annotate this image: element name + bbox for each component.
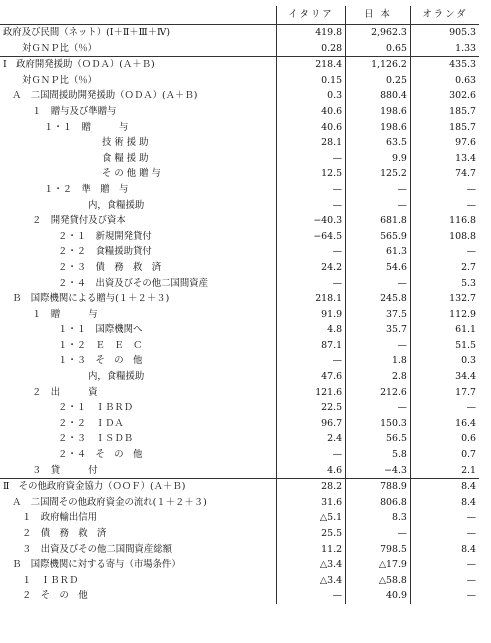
cell-netherlands: 17.7	[410, 385, 479, 401]
cell-japan: 198.6	[346, 120, 411, 136]
table-row	[0, 182, 479, 198]
cell-netherlands: 108.8	[410, 229, 479, 245]
cell-italy: △5.1	[276, 510, 345, 526]
row-label: １ ＩＢＲＤ	[22, 574, 79, 586]
table-row	[0, 416, 479, 432]
cell-italy: —	[276, 182, 345, 198]
table-row	[0, 588, 479, 604]
cell-italy: 31.6	[276, 495, 345, 511]
table-body	[0, 25, 479, 604]
table-row	[0, 120, 479, 136]
cell-italy: —	[276, 447, 345, 463]
table-row	[0, 73, 479, 89]
row-label: そ の 他 贈 与	[102, 168, 161, 180]
cell-netherlands: —	[410, 526, 479, 542]
cell-japan: 1.8	[346, 353, 411, 369]
cell-italy: —	[276, 588, 345, 604]
table-row	[0, 322, 479, 338]
row-label: Ｂ 国際機関による贈与(１＋２＋３)	[12, 293, 170, 305]
cell-italy: 218.4	[276, 57, 345, 73]
header-japan: 日 本	[346, 6, 411, 25]
row-label: Ａ 二国間援助開発援助（ＯＤＡ）(Ａ＋Ｂ)	[12, 90, 198, 102]
cell-netherlands: 51.5	[410, 338, 479, 354]
cell-netherlands: 8.4	[410, 479, 479, 495]
table-row	[0, 542, 479, 558]
cell-italy: 4.8	[276, 322, 345, 338]
cell-italy: 0.3	[276, 88, 345, 104]
table-row	[0, 291, 479, 307]
cell-netherlands: —	[410, 400, 479, 416]
table-row	[0, 338, 479, 354]
cell-japan: 880.4	[346, 88, 411, 104]
table-row	[0, 104, 479, 120]
table-row	[0, 307, 479, 323]
table-row	[0, 526, 479, 542]
table-row	[0, 557, 479, 573]
cell-netherlands: 61.1	[410, 322, 479, 338]
cell-netherlands: 5.3	[410, 276, 479, 292]
table-row	[0, 353, 479, 369]
cell-netherlands: —	[410, 557, 479, 573]
cell-netherlands: 0.6	[410, 431, 479, 447]
cell-italy: —	[276, 244, 345, 260]
cell-japan: 798.5	[346, 542, 411, 558]
row-label: Ⅱ その他政府資金協力（ＯＯＦ）(Ａ＋Ｂ)	[0, 479, 276, 495]
table-row	[0, 166, 479, 182]
table-row	[0, 400, 479, 416]
cell-italy: 12.5	[276, 166, 345, 182]
cell-netherlands: —	[410, 573, 479, 589]
cell-netherlands: 905.3	[410, 25, 479, 41]
row-label: ２ そ の 他	[22, 590, 88, 602]
cell-italy: 0.28	[276, 41, 345, 57]
row-label: ３ 貸 付	[32, 464, 98, 476]
row-label: 技 術 援 助	[102, 137, 149, 149]
cell-japan: 9.9	[346, 151, 411, 167]
cell-japan: 35.7	[346, 322, 411, 338]
row-label: １・１ 国際機関へ	[58, 324, 143, 336]
cell-japan: 0.25	[346, 73, 411, 89]
cell-japan: —	[346, 526, 411, 542]
row-label: 政府及び民間（ネット）(Ⅰ＋Ⅱ＋Ⅲ＋Ⅳ)	[3, 27, 171, 38]
row-label: 内，食糧援助	[88, 199, 145, 211]
cell-japan: 245.8	[346, 291, 411, 307]
table-row	[0, 25, 479, 41]
table-row	[0, 276, 479, 292]
cell-japan: 806.8	[346, 495, 411, 511]
row-label: Ⅰ 政府開発援助（ＯＤＡ）(Ａ＋Ｂ)	[0, 57, 276, 73]
row-label: ２・４ そ の 他	[58, 449, 143, 461]
cell-netherlands: 302.6	[410, 88, 479, 104]
cell-italy: 419.8	[276, 25, 345, 41]
cell-netherlands: 8.4	[410, 542, 479, 558]
cell-italy: 91.9	[276, 307, 345, 323]
cell-netherlands: 435.3	[410, 57, 479, 73]
row-label: ２・３ ＩＳＤＢ	[58, 433, 134, 445]
cell-italy: −40.3	[276, 213, 345, 229]
table-row	[0, 213, 479, 229]
cell-japan: 788.9	[346, 479, 411, 495]
table-row	[0, 431, 479, 447]
cell-netherlands: 116.8	[410, 213, 479, 229]
cell-italy: 87.1	[276, 338, 345, 354]
row-label: ２・４ 出資及びその他二国間資産	[58, 277, 209, 289]
cell-italy: 11.2	[276, 542, 345, 558]
cell-netherlands: 1.33	[410, 41, 479, 57]
table-row	[0, 57, 479, 73]
row-label: 食 糧 援 助	[102, 152, 149, 164]
cell-netherlands: —	[410, 244, 479, 260]
table-row	[0, 385, 479, 401]
cell-italy: 4.6	[276, 463, 345, 479]
cell-netherlands: 8.4	[410, 495, 479, 511]
row-label: １ 政府輸出信用	[22, 512, 98, 524]
table-row	[0, 260, 479, 276]
header-label-cell	[0, 6, 276, 25]
table-row	[0, 135, 479, 151]
cell-italy: 40.6	[276, 120, 345, 136]
row-label: １ 贈 与	[32, 308, 98, 320]
cell-italy: △3.4	[276, 573, 345, 589]
cell-netherlands: —	[410, 182, 479, 198]
cell-japan: 40.9	[346, 588, 411, 604]
table-header-row	[0, 6, 479, 25]
cell-italy: 25.5	[276, 526, 345, 542]
row-label: ２・１ 新規開発貸付	[58, 230, 152, 242]
cell-netherlands: 74.7	[410, 166, 479, 182]
row-label: ３ 出資及びその他二国間資産総額	[22, 543, 173, 555]
row-label: １・３ そ の 他	[58, 355, 143, 367]
cell-japan: 56.5	[346, 431, 411, 447]
row-label: ２・２ ＩＤＡ	[58, 417, 124, 429]
cell-japan: 5.8	[346, 447, 411, 463]
cell-netherlands: 0.7	[410, 447, 479, 463]
cell-japan: 681.8	[346, 213, 411, 229]
row-label: ２ 出 資	[32, 386, 98, 398]
table-row	[0, 151, 479, 167]
row-label: Ｂ 国際機関に対する寄与（市場条件）	[12, 559, 181, 571]
table-row	[0, 244, 479, 260]
cell-italy: —	[276, 276, 345, 292]
cell-japan: −4.3	[346, 463, 411, 479]
row-label: ２ 債 務 救 済	[22, 528, 107, 539]
row-label: １・２ 準 贈 与	[44, 183, 129, 195]
cell-netherlands: 34.4	[410, 369, 479, 385]
cell-italy: 28.1	[276, 135, 345, 151]
cell-japan: —	[346, 182, 411, 198]
cell-italy: 0.15	[276, 73, 345, 89]
table-row	[0, 198, 479, 214]
table-row	[0, 495, 479, 511]
cell-italy: 96.7	[276, 416, 345, 432]
table-row	[0, 41, 479, 57]
row-label: １ 贈与及び準贈与	[32, 105, 117, 117]
table-row	[0, 510, 479, 526]
cell-japan: 1,126.2	[346, 57, 411, 73]
table-row	[0, 479, 479, 495]
cell-japan: 198.6	[346, 104, 411, 120]
table-row	[0, 88, 479, 104]
cell-italy: 218.1	[276, 291, 345, 307]
cell-italy: —	[276, 151, 345, 167]
row-label: ２・３ 債 務 救 済	[58, 261, 162, 273]
cell-netherlands: 0.63	[410, 73, 479, 89]
cell-italy: —	[276, 198, 345, 214]
statistics-table	[0, 6, 479, 604]
cell-japan: —	[346, 338, 411, 354]
cell-italy: △3.4	[276, 557, 345, 573]
row-label: １・２ Ｅ Ｅ Ｃ	[58, 339, 143, 351]
table-row	[0, 229, 479, 245]
cell-japan: 54.6	[346, 260, 411, 276]
cell-italy: 22.5	[276, 400, 345, 416]
cell-netherlands: 2.1	[410, 463, 479, 479]
cell-italy: 28.2	[276, 479, 345, 495]
header-netherlands: オランダ	[410, 6, 479, 25]
cell-netherlands: 97.6	[410, 135, 479, 151]
cell-japan: 212.6	[346, 385, 411, 401]
cell-netherlands: 13.4	[410, 151, 479, 167]
cell-netherlands: 112.9	[410, 307, 479, 323]
cell-netherlands: 2.7	[410, 260, 479, 276]
cell-italy: 40.6	[276, 104, 345, 120]
cell-japan: —	[346, 198, 411, 214]
cell-japan: 8.3	[346, 510, 411, 526]
row-label: ２ 開発貸付及び資本	[32, 215, 126, 227]
cell-netherlands: 0.3	[410, 353, 479, 369]
cell-netherlands: 185.7	[410, 120, 479, 136]
cell-netherlands: —	[410, 198, 479, 214]
cell-netherlands: 132.7	[410, 291, 479, 307]
cell-japan: 0.65	[346, 41, 411, 57]
table-row	[0, 369, 479, 385]
cell-japan: —	[346, 276, 411, 292]
row-label: １・１ 贈 与	[44, 121, 129, 133]
header-italy: イタリア	[276, 6, 345, 25]
table-row	[0, 573, 479, 589]
cell-italy: 47.6	[276, 369, 345, 385]
cell-italy: 121.6	[276, 385, 345, 401]
cell-japan: 125.2	[346, 166, 411, 182]
row-label: 内，食糧援助	[88, 371, 145, 383]
row-label: ２・１ ＩＢＲＤ	[58, 402, 134, 414]
cell-japan: 565.9	[346, 229, 411, 245]
row-label: 対ＧＮＰ比（％）	[22, 74, 98, 86]
cell-netherlands: —	[410, 588, 479, 604]
cell-japan: 150.3	[346, 416, 411, 432]
table-row	[0, 447, 479, 463]
cell-italy: 2.4	[276, 431, 345, 447]
cell-japan: △17.9	[346, 557, 411, 573]
row-label: Ａ 二国間その他政府資金の流れ(１＋２＋３)	[12, 496, 207, 508]
cell-japan: 63.5	[346, 135, 411, 151]
cell-netherlands: —	[410, 510, 479, 526]
cell-japan: 2.8	[346, 369, 411, 385]
row-label: 対ＧＮＰ比（％）	[22, 42, 98, 54]
cell-japan: 37.5	[346, 307, 411, 323]
table-row	[0, 463, 479, 479]
cell-italy: 24.2	[276, 260, 345, 276]
cell-netherlands: 185.7	[410, 104, 479, 120]
row-label: ２・２ 食糧援助貸付	[58, 246, 152, 258]
cell-italy: —	[276, 353, 345, 369]
cell-japan: —	[346, 400, 411, 416]
cell-japan: 2,962.3	[346, 25, 411, 41]
cell-italy: −64.5	[276, 229, 345, 245]
cell-netherlands: 16.4	[410, 416, 479, 432]
cell-japan: 61.3	[346, 244, 411, 260]
cell-japan: △58.8	[346, 573, 411, 589]
